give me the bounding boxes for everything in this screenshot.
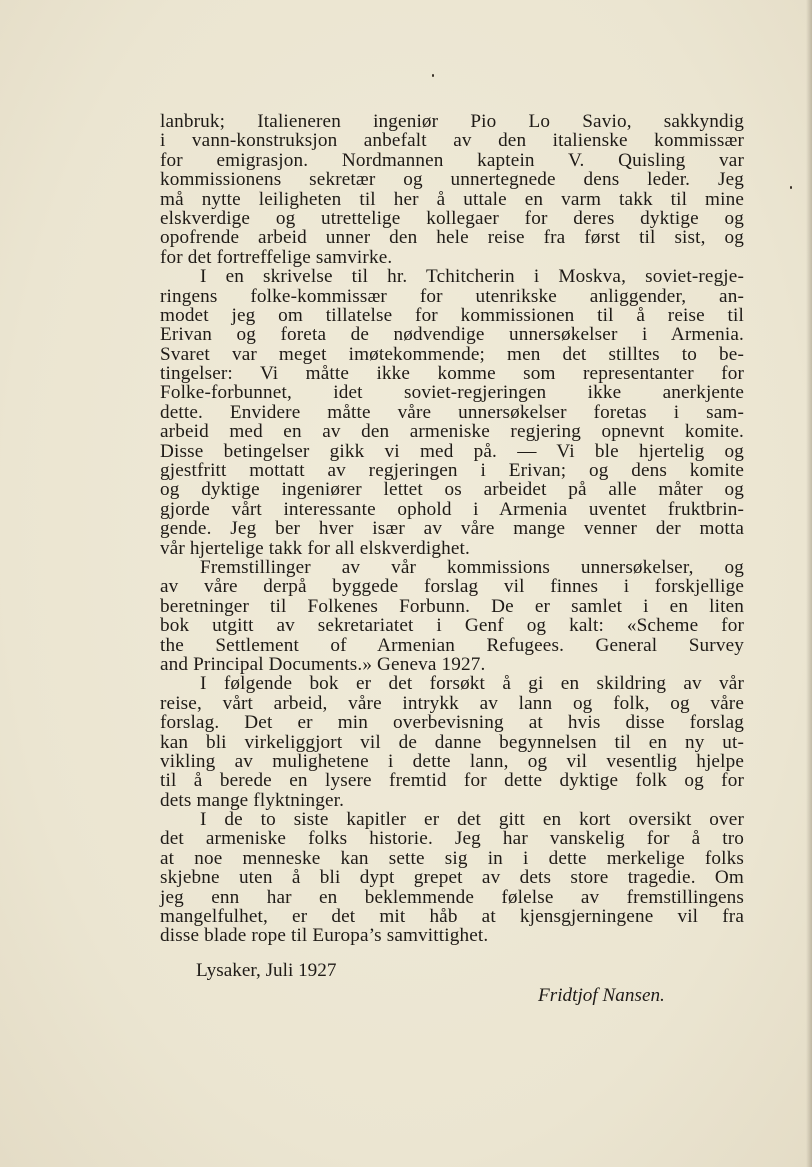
text-line: skjebne uten å bli dypt grepet av dets store tragedie. Om <box>160 867 744 889</box>
text-line: I de to siste kapitler er det gitt en kort oversikt over <box>200 809 744 831</box>
text-line: jeg enn har en beklemmende følelse av fremstillingens <box>160 886 744 908</box>
text-line: i vann-konstruksjon anbefalt av den italienske kommissær <box>160 130 744 152</box>
text-line: ringens folke-kommissær for utenrikske anliggender, an- <box>160 285 744 307</box>
text-line: for emigrasjon. Nordmannen kaptein V. Quisling var <box>160 149 744 171</box>
text-line: Erivan og foreta de nødvendige unnersøkelser i Armenia. <box>160 324 744 346</box>
text-line: beretninger til Folkenes Forbunn. De er samlet i en liten <box>160 595 744 617</box>
preface-body-text <box>160 112 744 946</box>
text-line: og dyktige ingeniører lettet os arbeidet på alle måter og <box>160 479 744 501</box>
text-line: mangelfulhet, er det mit håb at kjensgjerningene vil fra <box>160 906 744 928</box>
text-line: Disse betingelser gikk vi med på. — Vi ble hjertelig og <box>160 440 744 462</box>
text-line: modet jeg om tillatelse for kommissionen til å reise til <box>160 304 744 326</box>
text-line: dets mange flyktninger. <box>160 789 345 811</box>
text-line: gjestfritt mottatt av regjeringen i Erivan; og dens komite <box>160 460 744 482</box>
place-date-line: Lysaker, Juli 1927 <box>196 960 337 981</box>
text-line: Folke-forbunnet, idet soviet-regjeringen ikke anerkjente <box>160 382 744 404</box>
text-line: det armeniske folks historie. Jeg har vanskelig for å tro <box>160 828 744 850</box>
text-line: disse blade rope til Europa’s samvittighet. <box>160 925 489 947</box>
text-line: av våre derpå byggede forslag vil finnes i forskjellige <box>160 576 744 598</box>
print-speck <box>432 74 434 77</box>
text-line: vikling av mulighetene i dette lann, og vil vesentlig hjelpe <box>160 750 744 772</box>
text-line: Svaret var meget imøtekommende; men det stilltes to be- <box>160 343 744 365</box>
text-line: I en skrivelse til hr. Tchitcherin i Moskva, soviet-regje- <box>200 266 744 288</box>
text-line: and Principal Documents.» Geneva 1927. <box>160 653 486 675</box>
text-line: gjorde vårt interessante ophold i Armenia uventet fruktbrin- <box>160 498 744 520</box>
text-line: at noe menneske kan sette sig in i dette merkelige folks <box>160 847 744 869</box>
text-line: bok utgitt av sekretariatet i Genf og kalt: «Scheme for <box>160 615 744 637</box>
text-line: dette. Envidere måtte våre unnersøkelser foretas i sam- <box>160 401 744 423</box>
text-line: kommissionens sekretær og unnertegnede dens leder. Jeg <box>160 169 744 191</box>
text-line: vår hjertelige takk for all elskverdighet. <box>160 537 470 559</box>
text-line: reise, vårt arbeid, våre intrykk av lann og folk, og våre <box>160 692 744 714</box>
print-speck <box>790 186 792 189</box>
text-line: lanbruk; Italieneren ingeniør Pio Lo Savio, sakkyndig <box>160 111 744 132</box>
text-line: for det fortreffelige samvirke. <box>160 246 393 268</box>
text-line: forslag. Det er min overbevisning at hvis disse forslag <box>160 712 744 734</box>
page-edge-shadow <box>806 0 812 1167</box>
text-line: elskverdige og utrettelige kollegaer for deres dyktige og <box>160 207 744 229</box>
text-line: kan bli virkeliggjort vil de danne begynnelsen til en ny ut- <box>160 731 744 753</box>
text-line: opofrende arbeid unner den hele reise fra først til sist, og <box>160 227 744 249</box>
text-line: til å berede en lysere fremtid for dette dyktige folk og for <box>160 770 744 792</box>
text-line: the Settlement of Armenian Refugees. General Survey <box>160 634 744 656</box>
text-line: arbeid med en av den armeniske regjering opnevnt komite. <box>160 421 744 443</box>
text-line: tingelser: Vi måtte ikke komme som representanter for <box>160 363 744 385</box>
text-line: Fremstillinger av vår kommissions unnersøkelser, og <box>200 556 744 578</box>
text-line: må nytte leiligheten til her å uttale en varm takk til mine <box>160 188 744 210</box>
text-line: I følgende bok er det forsøkt å gi en skildring av vår <box>200 673 744 695</box>
author-signature: Fridtjof Nansen. <box>538 985 665 1006</box>
text-line: gende. Jeg ber hver især av våre mange venner der motta <box>160 518 744 540</box>
